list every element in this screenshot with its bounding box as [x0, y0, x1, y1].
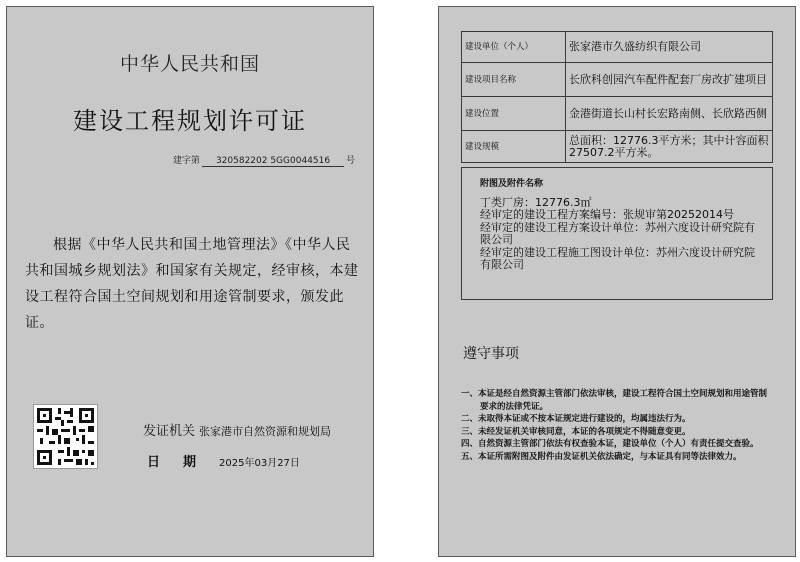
- certificate-body-text: 根据《中华人民共和国土地管理法》《中华人民共和国城乡规划法》和国家有关规定，经审核，本建设工程符合国土空间规划和用途管制要求，颁发此证。: [25, 237, 359, 331]
- table-label-cell: 建设位置: [462, 97, 566, 131]
- project-info-table: [461, 31, 773, 163]
- table-value-cell: 长欣科创园汽车配件配套厂房改扩建项目: [566, 63, 773, 97]
- qr-code-graphic: [34, 405, 97, 468]
- table-value-cell: 金港街道长山村长宏路南侧、长欣路西侧: [566, 97, 773, 131]
- table-label-cell: 建设规模: [462, 131, 566, 163]
- qr-code: [33, 404, 98, 469]
- certificate-number: 320582202 5GG0044516: [202, 156, 344, 167]
- issuer-name: 张家港市自然资源和规划局: [199, 425, 332, 438]
- certificate-number-line: [173, 153, 355, 167]
- table-row: [462, 131, 773, 163]
- note-item: 四、自然资源主管部门依法有权查验本证，建设单位（个人）有责任提交查验。: [461, 439, 759, 449]
- date-label: 日期: [147, 455, 220, 470]
- table-value-cell: 总面积：12776.3平方米；其中计容面积27507.2平方米。: [566, 131, 773, 163]
- issuer-label: 发证机关: [143, 424, 196, 439]
- annex-section: [461, 167, 773, 300]
- certificate-title: 建设工程规划许可证: [73, 107, 307, 135]
- certificate-number-prefix: 建字第: [173, 156, 201, 166]
- annex-line: 丁类厂房：12776.3㎡: [480, 195, 592, 209]
- certificate-back-page: [438, 6, 796, 557]
- certificate-number-suffix: 号: [346, 156, 356, 166]
- certificate-front-page: [6, 6, 374, 557]
- table-row: [462, 32, 773, 63]
- table-value-cell: 张家港市久盛纺织有限公司: [566, 32, 773, 63]
- notes-title: 遵守事项: [463, 346, 519, 362]
- table-row: [462, 63, 773, 97]
- note-item: 三、未经发证机关审核同意，本证的各项规定不得随意变更。: [461, 426, 691, 437]
- table-row: [462, 97, 773, 131]
- notes-list: [461, 388, 773, 463]
- note-item: 二、未取得本证或不按本证规定进行建设的，均属违法行为。: [461, 414, 691, 424]
- note-item: 五、本证所需附图及附件由发证机关依法确定，与本证具有同等法律效力。: [461, 451, 742, 462]
- note-item: 一、本证是经自然资源主管部门依法审核，建设工程符合国土空间规划和用途管制要求的法律凭证。: [461, 389, 768, 412]
- table-label-cell: 建设项目名称: [462, 63, 566, 97]
- date-value: 2025年03月27日: [219, 458, 300, 469]
- annex-title: 附图及附件名称: [480, 179, 544, 189]
- country-name: 中华人民共和国: [119, 53, 260, 75]
- issuing-authority: [143, 420, 331, 439]
- annex-line: 经审定的建设工程方案设计单位：苏州六度设计研究院有限公司: [480, 220, 755, 246]
- table-label-cell: 建设单位（个人）: [462, 32, 566, 63]
- annex-line: 经审定的建设工程施工图设计单位：苏州六度设计研究院有限公司: [480, 245, 755, 271]
- annex-line: 经审定的建设工程方案编号：张规审第20252014号: [480, 208, 734, 221]
- issue-date: [147, 451, 300, 470]
